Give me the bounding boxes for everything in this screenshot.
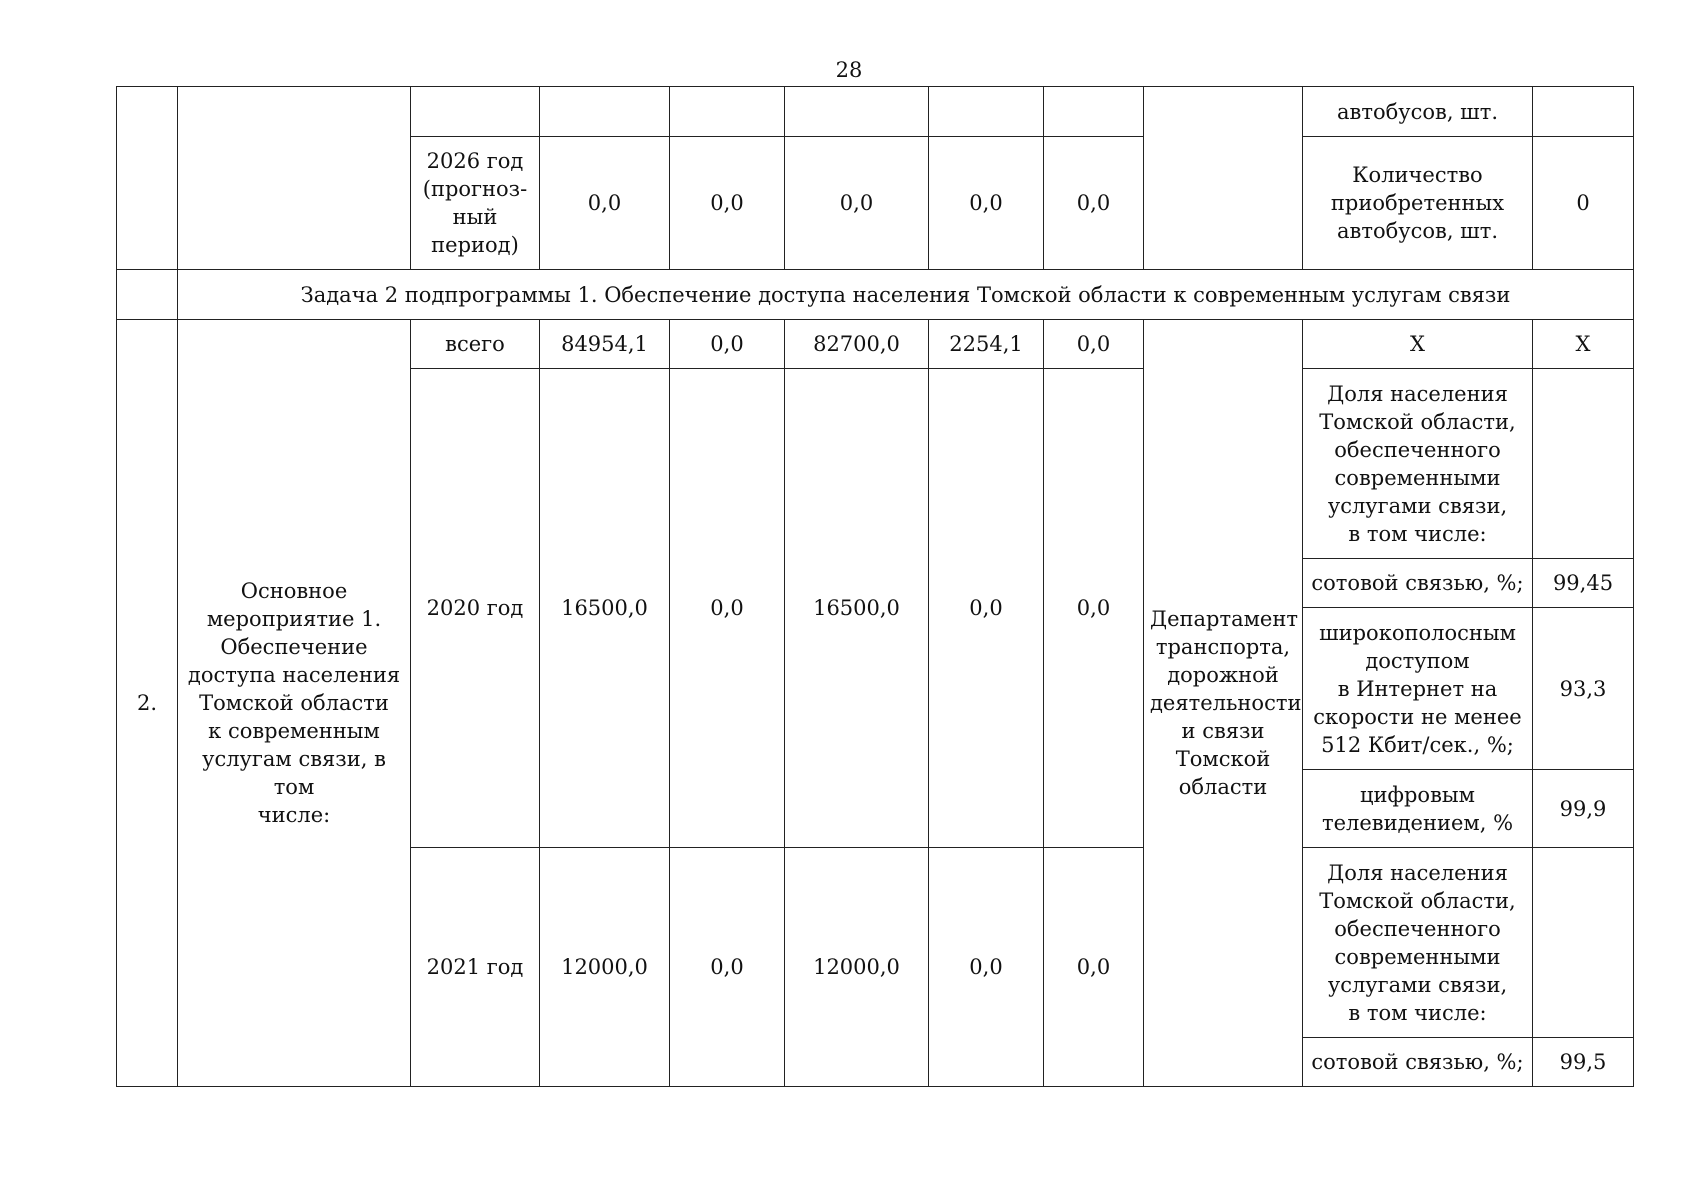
- value-cell: 0,0: [670, 369, 785, 848]
- indicator-cell: сотовой связью, %;: [1303, 1038, 1533, 1087]
- name-cell: [178, 87, 411, 270]
- indicator-cell: Доля населения Томской области, обеспеченного современными услугами связи, в том числе:: [1303, 369, 1533, 559]
- year-cell: 2021 год: [411, 848, 540, 1087]
- value-cell: 16500,0: [540, 369, 670, 848]
- value-cell: 0,0: [670, 137, 785, 270]
- number-cell: [117, 87, 178, 270]
- value-cell: 82700,0: [785, 320, 929, 369]
- year-cell: 2020 год: [411, 369, 540, 848]
- target-cell: Х: [1533, 320, 1634, 369]
- value-cell: 0,0: [670, 320, 785, 369]
- page-number: 28: [835, 58, 863, 82]
- value-cell: 12000,0: [540, 848, 670, 1087]
- executor-cell: Департамент транспорта, дорожной деятельности и связи Томской области: [1144, 320, 1303, 1087]
- target-cell: 0: [1533, 137, 1634, 270]
- indicator-cell: Количество приобретенных автобусов, шт.: [1303, 137, 1533, 270]
- table-row: [117, 87, 1634, 137]
- value-cell: [785, 87, 929, 137]
- year-cell: [411, 87, 540, 137]
- task-title: Задача 2 подпрограммы 1. Обеспечение доступа населения Томской области к современным услугам связи: [178, 270, 1634, 320]
- target-cell: [1533, 369, 1634, 559]
- value-cell: 0,0: [929, 369, 1044, 848]
- target-cell: [1533, 87, 1634, 137]
- year-cell: всего: [411, 320, 540, 369]
- value-cell: [540, 87, 670, 137]
- value-cell: 0,0: [1044, 848, 1144, 1087]
- value-cell: 0,0: [929, 848, 1044, 1087]
- value-cell: 0,0: [1044, 320, 1144, 369]
- number-cell: [117, 270, 178, 320]
- value-cell: 0,0: [1044, 137, 1144, 270]
- value-cell: 0,0: [785, 137, 929, 270]
- target-cell: 99,45: [1533, 559, 1634, 608]
- value-cell: [1044, 87, 1144, 137]
- year-cell: 2026 год (прогноз- ный период): [411, 137, 540, 270]
- activity-number: 2.: [117, 320, 178, 1087]
- value-cell: 0,0: [1044, 369, 1144, 848]
- task-row: [117, 270, 1634, 320]
- value-cell: 0,0: [540, 137, 670, 270]
- value-cell: 12000,0: [785, 848, 929, 1087]
- indicator-cell: широкополосным доступом в Интернет на скорости не менее 512 Кбит/сек., %;: [1303, 608, 1533, 770]
- target-cell: 93,3: [1533, 608, 1634, 770]
- target-cell: [1533, 848, 1634, 1038]
- indicator-cell: Х: [1303, 320, 1533, 369]
- indicator-cell: цифровым телевидением, %: [1303, 770, 1533, 848]
- target-cell: 99,9: [1533, 770, 1634, 848]
- table-row: [117, 320, 1634, 369]
- indicator-cell: Доля населения Томской области, обеспеченного современными услугами связи, в том числе:: [1303, 848, 1533, 1038]
- value-cell: 16500,0: [785, 369, 929, 848]
- value-cell: 84954,1: [540, 320, 670, 369]
- value-cell: 2254,1: [929, 320, 1044, 369]
- value-cell: [929, 87, 1044, 137]
- value-cell: 0,0: [929, 137, 1044, 270]
- value-cell: 0,0: [670, 848, 785, 1087]
- indicator-cell: автобусов, шт.: [1303, 87, 1533, 137]
- target-cell: 99,5: [1533, 1038, 1634, 1087]
- value-cell: [670, 87, 785, 137]
- executor-cell: [1144, 87, 1303, 270]
- program-table: [116, 86, 1634, 1087]
- activity-name: Основное мероприятие 1. Обеспечение доступа населения Томской области к современным услугам связи, в том числе:: [178, 320, 411, 1087]
- indicator-cell: сотовой связью, %;: [1303, 559, 1533, 608]
